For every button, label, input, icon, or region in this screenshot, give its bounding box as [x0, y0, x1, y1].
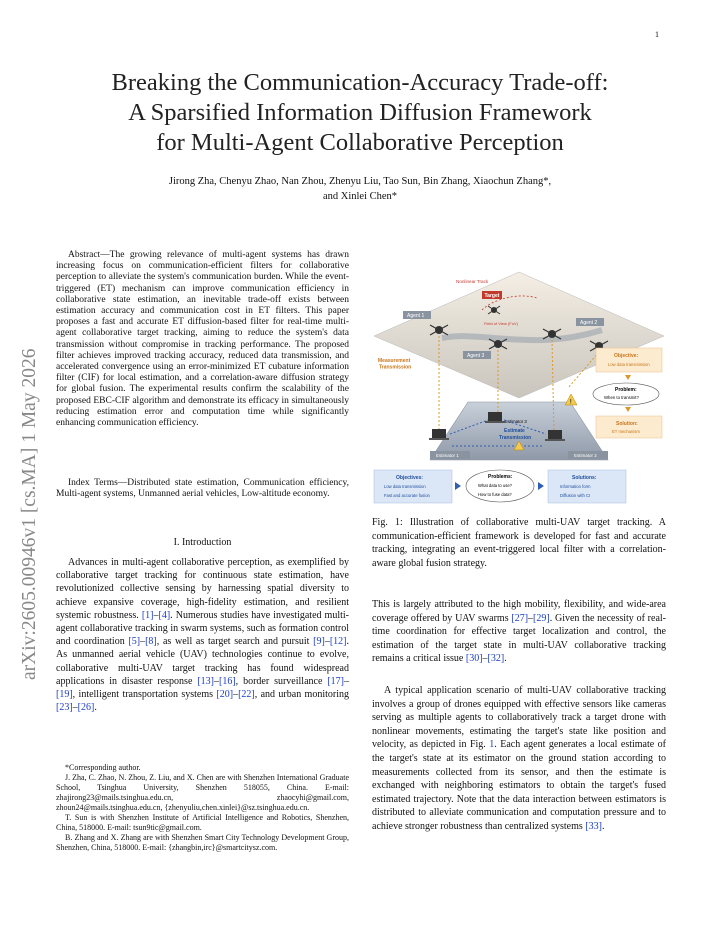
figure-1-caption: Fig. 1: Illustration of collaborative multi-UAV target tracking. A communication-efficient framework is developed for fast and accurate tracking, integrating an event-triggered local filter with a correlation-aware global fusion strategy.: [372, 517, 666, 569]
author-line-1: Jirong Zha, Chenyu Zhao, Nan Zhou, Zhenyu Liu, Tao Sun, Bin Zhang, Xiaochun Zhang*,: [168, 176, 552, 187]
section-heading-introduction: I. Introduction: [173, 537, 232, 548]
intro-paragraph: [56, 556, 349, 714]
paragraph-text: , and urban monitoring: [254, 689, 349, 701]
citation-link[interactable]: [17]: [327, 675, 344, 687]
bottom-solutions-title: Solutions:: [572, 475, 597, 481]
nonlinear-track-label: Nonlinear Track: [456, 279, 489, 284]
measurement-transmission-label-1: Measurement: [378, 358, 411, 364]
paragraph-text: –: [344, 675, 349, 687]
paragraph-text: Advances in multi-agent collaborative perception, as exemplified by collaborative target tracking for continuous state estimation, have revolutionized collective sensing by harnessing spatial diversity to achieve expansive coverage, high-fidelity estimation, and resilient systemic robustness.: [56, 557, 349, 621]
problem-item: When to transmit?: [604, 395, 639, 400]
objective-item: Low data transmission: [608, 362, 650, 367]
paragraph-text: . Each agent generates a local estimate of the target's state at its estimator on the ground station according to measurements collected from its sensor, and then the estimate is exchanged with neighboring estimators to obtain the target's fused estimated trajectory. Note that the data interaction between estimators is distributed to alleviate communication and computation pressure and to achieve stronger robustness than centralized systems: [372, 739, 667, 832]
citation-link[interactable]: [4]: [158, 609, 171, 621]
paragraph-text: .: [504, 653, 507, 665]
author-line-2: and Xinlei Chen*: [322, 191, 398, 202]
arxiv-identifier-text: arXiv:2605.00946v1 [cs.MA] 1 May 2026: [19, 348, 40, 680]
citation-link[interactable]: [12]: [329, 636, 347, 648]
paragraph-text: –: [324, 636, 330, 648]
citation-link[interactable]: [30]: [465, 653, 483, 665]
problem-title: Problem:: [615, 387, 637, 393]
citation-link[interactable]: [16]: [218, 675, 236, 687]
figure-1: [372, 270, 666, 508]
agent-3-label: Agent 3: [467, 353, 485, 359]
citation-link[interactable]: [19]: [56, 689, 73, 701]
footnote-corresponding: *Corresponding author.: [65, 763, 141, 772]
agent-2-label: Agent 2: [580, 320, 598, 326]
citation-link[interactable]: 1: [489, 739, 495, 751]
citation-link[interactable]: [26]: [77, 702, 95, 714]
bottom-solutions-2: Diffusion with CI: [560, 493, 591, 498]
paragraph-text: –: [233, 689, 239, 701]
bottom-solutions-1: Information form: [560, 484, 591, 489]
solution-title: Solution:: [616, 421, 638, 427]
bottom-problems-2: How to fuse data?: [478, 492, 512, 497]
right-paragraph-1: [372, 598, 666, 666]
estimate-transmission-label-2: Transmission: [499, 435, 532, 441]
paragraph-text: –: [153, 609, 159, 621]
aerial-scene: [374, 272, 664, 398]
bottom-problems-title: Problems:: [488, 474, 513, 480]
paragraph-text: This is largely attributed to the high mobility, flexibility, and wide-area coverage offered by UAV swarms: [372, 599, 666, 624]
paragraph-text: , border surveillance: [235, 675, 328, 687]
solution-item: ET mechanism: [612, 429, 640, 434]
arrow-down-1-icon: [625, 375, 631, 380]
estimator-2-label: Estimator 2: [574, 453, 597, 458]
arrow-down-2-icon: [625, 407, 631, 412]
citation-link[interactable]: [20]: [216, 689, 234, 701]
arxiv-identifier: [4, 262, 48, 682]
right-paragraph-2: [372, 684, 666, 834]
bottom-objectives-1: Low data transmission: [384, 484, 426, 489]
title-line-3: for Multi-Agent Collaborative Perception: [156, 129, 564, 156]
citation-link[interactable]: [13]: [197, 675, 214, 687]
author-list: [60, 174, 660, 204]
arrow-right-2-icon: [538, 482, 544, 490]
paragraph-text: , as well as target search and pursuit: [156, 636, 314, 648]
agent-1-label: Agent 1: [407, 313, 425, 319]
footnote-affiliation-3: B. Zhang and X. Zhang are with Shenzhen Smart City Technology Development Group, Shenzhen, China, 518000. E-mail: {zhangbin,irc}@smartcitysz.com.: [56, 833, 349, 852]
paragraph-text: –: [140, 636, 146, 648]
bottom-problems-1: What data to use?: [478, 483, 512, 488]
citation-link[interactable]: [27]: [511, 612, 529, 624]
paragraph-text: , intelligent transportation systems: [72, 689, 217, 701]
paragraph-text: –: [72, 702, 78, 714]
svg-text:!: !: [569, 399, 572, 406]
paragraph-text: . Given the necessity of real-time coordination for effective target localization and control, the estimation of the target state in multi-UAV collaborative tracking remains a critical issue: [372, 612, 666, 665]
citation-link[interactable]: [5]: [128, 636, 141, 648]
target-label: Target: [484, 293, 500, 299]
estimator-2-laptop-icon: [545, 430, 565, 441]
paragraph-text: .: [94, 702, 97, 714]
citation-link[interactable]: [23]: [56, 702, 73, 714]
title-line-1: Breaking the Communication-Accuracy Trade-off:: [111, 69, 609, 96]
paragraph-text: . As unmanned aerial vehicle (UAV) technologies continue to evolve, collaborative multi-UAV target tracking has found widespread applications in disaster response: [56, 636, 349, 687]
estimator-1-laptop-icon: [429, 429, 449, 440]
paragraph-text: .: [601, 820, 605, 832]
citation-link[interactable]: [22]: [238, 689, 255, 701]
objective-title: Objective:: [614, 353, 639, 359]
citation-link[interactable]: [32]: [487, 653, 505, 665]
citation-link[interactable]: [1]: [141, 609, 154, 621]
footnote-affiliation-1: J. Zha, C. Zhao, N. Zhou, Z. Liu, and X. Chen are with Shenzhen International Graduate School, Tsinghua University, Shenzhen 518055, China. E-mail: zhajirong23@mails.tsinghua.edu.cn, zhaocyhi@gmail.com, zhoun24@mails.tsinghua.edu.cn, {zhenyuliu,chen.xinlei}@sz.tsinghua.edu.cn.: [56, 773, 349, 812]
footnotes: [56, 763, 349, 853]
estimate-transmission-label-1: Estimate: [504, 428, 525, 434]
estimator-3-laptop-icon: [485, 412, 505, 423]
paragraph-text: –: [528, 612, 534, 624]
arrow-right-1-icon: [455, 482, 461, 490]
paragraph-text: . Numerous studies have investigated multi-agent collaborative tracking in swarm systems, such as formation control and coordination: [56, 609, 349, 648]
bottom-objectives-2: Fast and accurate fusion: [384, 493, 430, 498]
citation-link[interactable]: [29]: [533, 612, 550, 624]
footnote-affiliation-2: T. Sun is with Shenzhen Institute of Artificial Intelligence and Robotics, Shenzhen, China, 518000. E-mail: tsun9tic@gmail.com.: [56, 813, 349, 832]
abstract: Abstract—The growing relevance of multi-agent systems has drawn increasing focus on communication-efficient filters for collaborative perception to alleviate the system's communication burden. While the event-triggered (ET) mechanism can improve communication efficiency in collaborative state estimation, an inevitable trade-off exists between estimation accuracy and communication cost in ET filters. This paper proposes a fast and accurate ET diffusion-based filter for real-time multi-agent collaborative target tracking, aiming to reduce the system's data transmission without compromise in tracking performance. The proposed filter achieves improved tracking accuracy, reduced data transmission, and accelerated convergence using an error-minimized ET cubature information filter (CIF) for local estimation, and a correlation-aware diffusion strategy for global fusion. The experimental results confirm the scalability of the proposed EBC-CIF algorithm and demonstrate its efficacy in simultaneously reducing estimation error and computation time while significantly enhancing communication efficiency.: [56, 250, 349, 429]
fov-label: Field of View (FoV): [484, 321, 518, 326]
page-number: 1: [655, 30, 659, 39]
estimator-1-label: Estimator 1: [436, 453, 459, 458]
measurement-transmission-label-2: Transmission: [379, 364, 412, 371]
citation-link[interactable]: [33]: [585, 820, 602, 832]
paragraph-text: A typical application scenario of multi-UAV collaborative tracking involves a group of drones equipped with effective sensors like cameras serving as multiple agents to collaboratively track a target drone with nonlinear movements, estimating the target's state like position and velocity, as depicted in Fig.: [372, 685, 666, 751]
citation-link[interactable]: [9]: [313, 636, 325, 648]
paragraph-text: –: [213, 675, 219, 687]
estimator-3-label: Estimator 3: [505, 419, 527, 424]
bottom-objectives-title: Objectives:: [396, 475, 423, 481]
index-terms: Index Terms—Distributed state estimation, Communication efficiency, Multi-agent systems, Unmanned aerial vehicles, Low-altitude economy.: [56, 478, 349, 500]
citation-link[interactable]: [8]: [145, 636, 157, 648]
paragraph-text: –: [482, 653, 488, 665]
title-line-2: A Sparsified Information Diffusion Framework: [128, 99, 592, 126]
paper-title: [40, 68, 680, 158]
